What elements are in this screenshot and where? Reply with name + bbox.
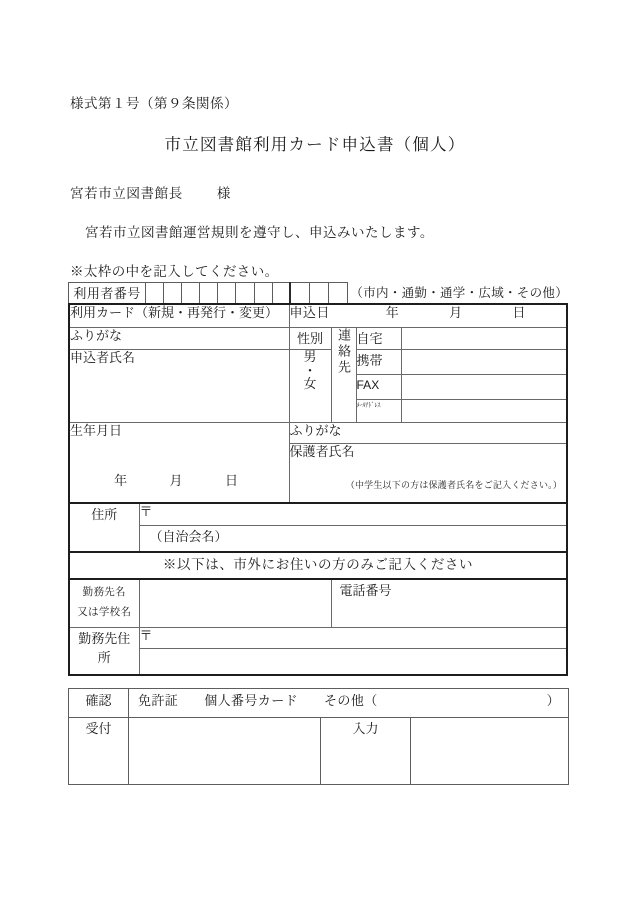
table-row <box>69 328 567 350</box>
confirmation-table <box>68 688 569 785</box>
user-number-cell[interactable] <box>200 283 218 304</box>
gender-male[interactable]: 男 <box>303 349 317 364</box>
work-address-label-line1: 勤務先住 <box>78 631 131 646</box>
table-row <box>69 552 567 579</box>
user-number-cell[interactable] <box>290 283 309 304</box>
workplace-label-line1: 勤務先名 <box>82 587 126 598</box>
user-number-cell[interactable] <box>328 283 347 304</box>
table-row <box>69 628 567 649</box>
reception-label: 受付 <box>69 718 129 785</box>
applicant-name-label[interactable]: 申込者氏名 <box>69 350 289 423</box>
guardian-name-label: 保護者氏名 <box>289 444 355 459</box>
gender-female[interactable]: 女 <box>303 376 317 392</box>
user-number-cell[interactable] <box>182 283 200 304</box>
workplace-label <box>69 579 139 628</box>
contact-fax-value[interactable] <box>401 375 567 400</box>
guardian-furigana-label[interactable]: ふりがな <box>289 423 567 444</box>
work-phone-label: 電話番号 <box>339 583 392 598</box>
main-form-table <box>68 303 568 676</box>
reception-value[interactable] <box>129 718 321 785</box>
work-address-postal-cell[interactable] <box>139 628 567 649</box>
form-number: 様式第１号（第９条関係） <box>70 96 238 111</box>
apply-date-day: 日 <box>512 305 526 320</box>
user-number-table <box>68 282 568 304</box>
table-row <box>69 283 569 304</box>
birthdate-label: 生年月日 <box>70 423 123 438</box>
user-category-note: （市内・通勤・通学・広域・その他） <box>350 285 568 300</box>
addressee <box>70 182 231 202</box>
pledge-statement: 宮若市立図書館運営規則を遵守し、申込みいたします。 <box>85 225 434 240</box>
workplace-label-line2: 又は学校名 <box>77 606 132 618</box>
card-type-label[interactable]: 利用カード（新規・再発行・変更） <box>69 304 289 328</box>
work-address-value[interactable] <box>139 649 567 676</box>
address-label: 住所 <box>69 503 139 552</box>
contact-mobile-label: 携帯 <box>356 350 401 375</box>
user-number-cell[interactable] <box>146 283 164 304</box>
user-number-cell[interactable] <box>254 283 272 304</box>
guardian-name-cell[interactable] <box>289 444 567 504</box>
user-number-cell[interactable] <box>272 283 290 304</box>
table-row <box>69 526 567 553</box>
confirm-option-mynumber[interactable]: 個人番号カード <box>204 693 299 708</box>
addressee-name: 宮若市立図書館長 <box>70 186 183 201</box>
association-name-label[interactable]: （自治会名） <box>139 526 567 553</box>
contact-home-label: 自宅 <box>356 328 401 350</box>
table-row <box>69 503 567 526</box>
fill-instruction: ※太枠の中を記入してください。 <box>70 264 279 279</box>
confirm-option-other[interactable]: その他（ <box>324 693 378 708</box>
user-number-cell[interactable] <box>309 283 328 304</box>
input-label: 入力 <box>321 718 411 785</box>
confirm-options[interactable] <box>129 689 569 718</box>
user-number-cell[interactable] <box>218 283 236 304</box>
table-row <box>69 689 569 718</box>
work-phone-cell[interactable] <box>331 579 567 628</box>
table-row <box>69 579 567 628</box>
page-title: 市立図書館利用カード申込書（個人） <box>164 135 466 154</box>
addressee-honorific: 様 <box>216 186 231 201</box>
postal-mark-icon: 〒 <box>139 504 154 519</box>
outside-city-notice: ※以下は、市外にお住いの方のみご記入ください <box>69 552 567 579</box>
gender-choice[interactable] <box>289 350 331 423</box>
gender-separator: ・ <box>303 362 317 378</box>
table-row <box>69 718 569 785</box>
applicant-furigana-label[interactable]: ふりがな <box>69 328 289 350</box>
birth-month: 月 <box>169 473 183 489</box>
workplace-value[interactable] <box>139 579 331 628</box>
apply-date-year: 年 <box>385 305 400 320</box>
table-row <box>69 350 567 375</box>
table-row <box>69 423 567 444</box>
user-number-cell[interactable] <box>236 283 254 304</box>
user-number-cell[interactable] <box>164 283 182 304</box>
contact-email-value[interactable] <box>401 400 567 423</box>
work-address-label-line2: 所 <box>97 650 111 665</box>
birthdate-cell[interactable] <box>69 423 289 504</box>
work-address-label <box>69 628 139 676</box>
contact-email-label: ﾒｰﾙｱﾄﾞﾚｽ <box>356 400 397 423</box>
contact-fax-label: FAX <box>356 375 401 400</box>
contact-home-value[interactable] <box>401 328 567 350</box>
gender-label: 性別 <box>289 328 331 350</box>
apply-date-label: 申込日 <box>289 305 330 320</box>
confirm-option-license[interactable]: 免許証 <box>138 693 179 708</box>
confirm-label: 確認 <box>69 689 129 718</box>
apply-date-cell[interactable] <box>289 304 567 328</box>
birth-day: 日 <box>224 473 239 489</box>
address-postal-cell[interactable] <box>139 503 567 526</box>
guardian-note: （中学生以下の方は保護者氏名をご記入ください。） <box>345 480 563 491</box>
contact-mobile-value[interactable] <box>401 350 567 375</box>
confirm-other-close: ） <box>546 693 560 708</box>
table-row <box>69 304 567 328</box>
contact-group-label: 連絡先 <box>331 328 356 423</box>
work-postal-mark-icon: 〒 <box>139 628 154 643</box>
birth-year: 年 <box>114 473 128 489</box>
input-value[interactable] <box>411 718 569 785</box>
user-number-label: 利用者番号 <box>69 283 146 304</box>
table-row <box>69 649 567 676</box>
apply-date-month: 月 <box>449 305 463 320</box>
